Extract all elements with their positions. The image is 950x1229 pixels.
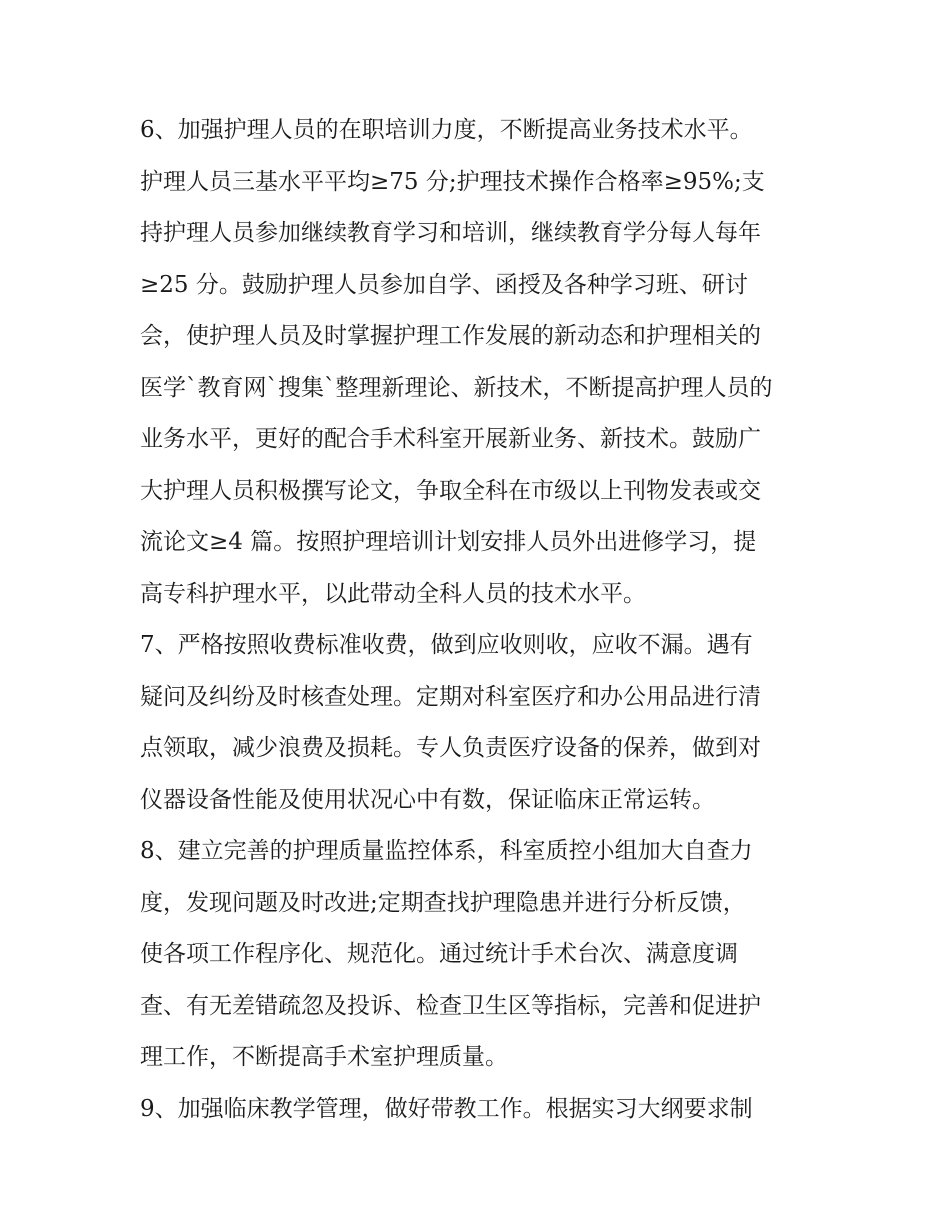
text-line: 6、加强护理人员的在职培训力度，不断提高业务技术水平。 [140, 117, 753, 143]
text-line: 护理人员三基水平平均≥75 分;护理技术操作合格率≥95%;支 [140, 168, 765, 195]
text-line: 会，使护理人员及时掌握护理工作发展的新动态和护理相关的 [140, 323, 761, 349]
text-line: 8、建立完善的护理质量监控体系，科室质控小组加大自查力 [140, 838, 753, 864]
text-line: 7、严格按照收费标准收费，做到应收则收，应收不漏。遇有 [140, 632, 753, 658]
text-line: 9、加强临床教学管理，做好带教工作。根据实习大纲要求制 [140, 1095, 753, 1122]
text-line: 疑问及纠纷及时核查处理。定期对科室医疗和办公用品进行清 [140, 683, 761, 710]
text-line: 医学`教育网`搜集`整理新理论、新技术，不断提高护理人员的 [140, 374, 773, 401]
text-line: 大护理人员积极撰写论文，争取全科在市级以上刊物发表或交 [140, 477, 761, 504]
document-body [140, 105, 820, 1135]
text-line: 点领取，减少浪费及损耗。专人负责医疗设备的保养，做到对 [140, 735, 761, 761]
text-line: 仪器设备性能及使用状况心中有数，保证临床正常运转。 [140, 786, 715, 813]
text-line: 度，发现问题及时改进;定期查找护理隐患并进行分析反馈， [140, 889, 746, 916]
text-line: 理工作，不断提高手术室护理质量。 [140, 1044, 508, 1070]
text-line: 使各项工作程序化、规范化。通过统计手术台次、满意度调 [140, 941, 738, 967]
text-line: 查、有无差错疏忽及投诉、检查卫生区等指标，完善和促进护 [140, 992, 761, 1019]
text-line: 流论文≥4 篇。按照护理培训计划安排人员外出进修学习，提 [140, 529, 757, 555]
text-line: 业务水平，更好的配合手术科室开展新业务、新技术。鼓励广 [140, 426, 761, 452]
text-line: 高专科护理水平，以此带动全科人员的技术水平。 [140, 580, 646, 607]
text-line: ≥25 分。鼓励护理人员参加自学、函授及各种学习班、研讨 [140, 271, 748, 298]
text-line: 持护理人员参加继续教育学习和培训，继续教育学分每人每年 [140, 220, 761, 246]
